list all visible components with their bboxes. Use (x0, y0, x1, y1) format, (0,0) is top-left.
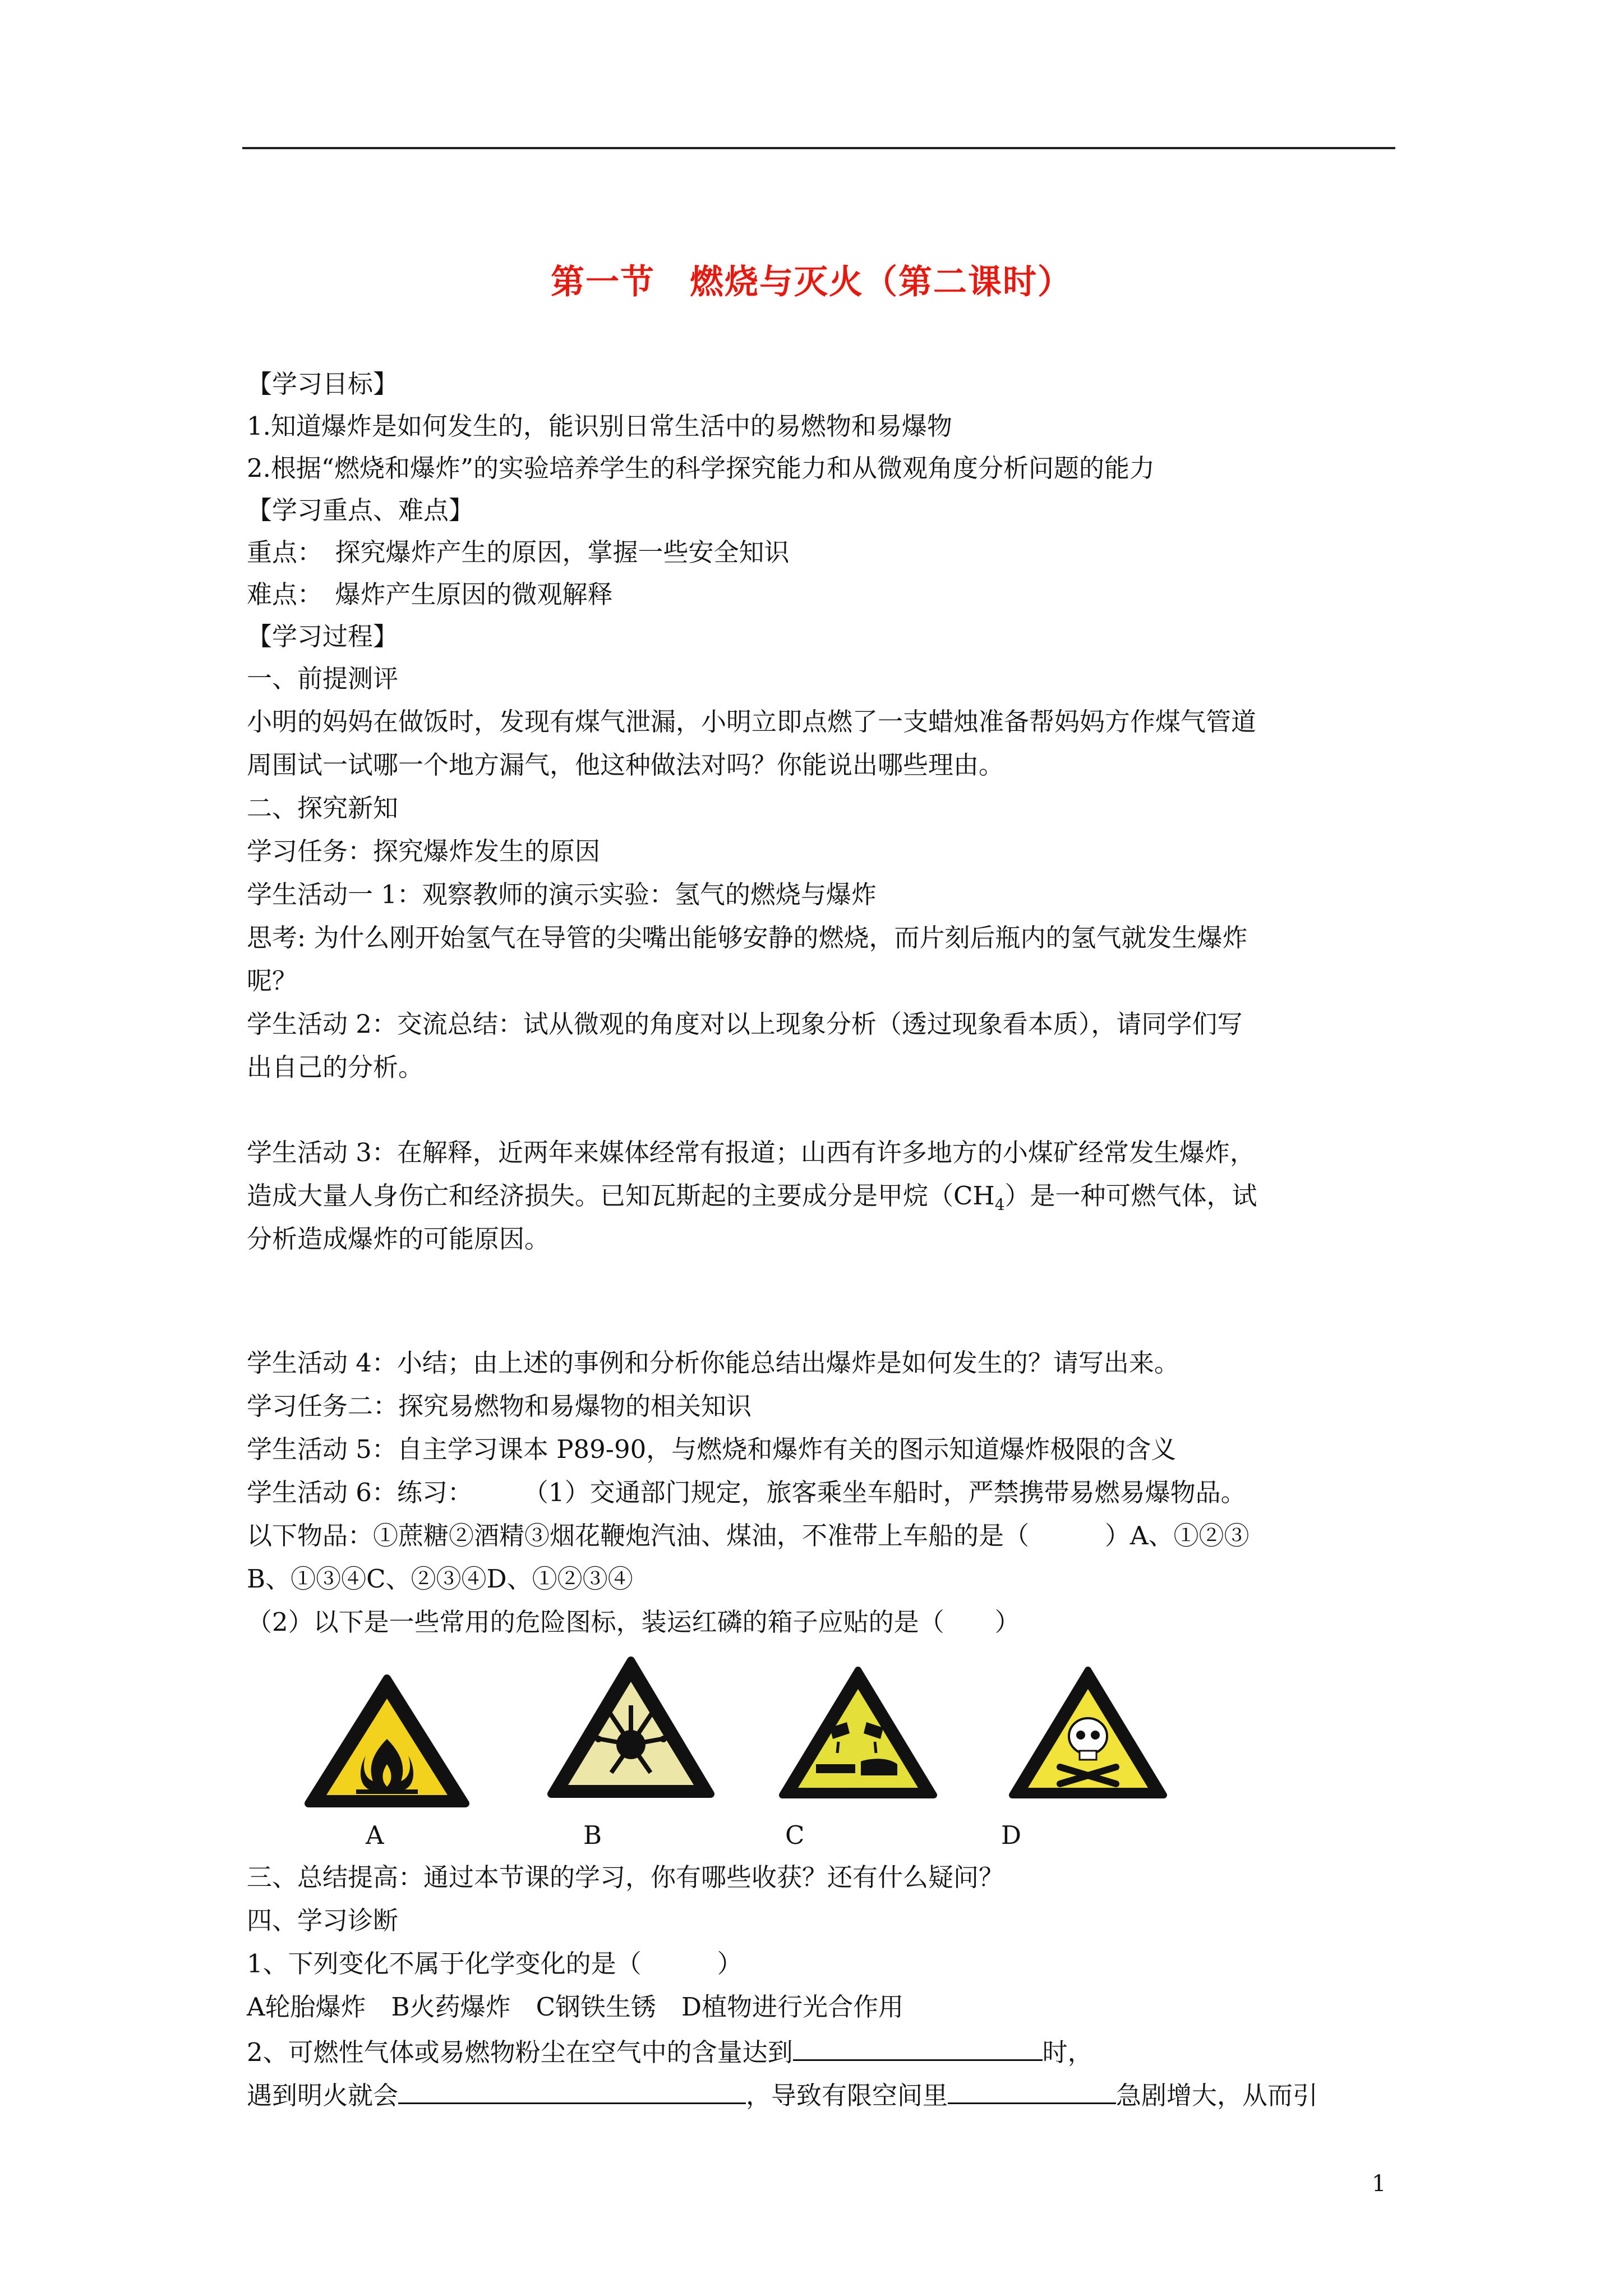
objective-2: 2.根据“燃烧和爆炸”的实验培养学生的科学探究能力和从微观角度分析问题的能力 (247, 453, 1155, 483)
objective-1: 1.知道爆炸是如何发生的，能识别日常生活中的易燃物和易爆物 (247, 411, 952, 441)
header-rule (242, 147, 1395, 149)
keypoints-heading: 【学习重点、难点】 (247, 495, 474, 525)
activity-6-text-1: 学生活动 6：练习： （1）交通部门规定，旅客乘坐车船时，严禁携带易燃易爆物品。 (247, 1478, 1246, 1507)
activity-4: 学生活动 4：小结；由上述的事例和分析你能总结出爆炸是如何发生的？请写出来。 (247, 1348, 1179, 1378)
diagnosis-question-2-line-2 (247, 2077, 1318, 2113)
answer-blank-3[interactable] (948, 2077, 1116, 2104)
section-2-heading: 二、探究新知 (247, 793, 399, 823)
keypoint-difficulty: 难点： 爆炸产生原因的微观解释 (247, 579, 613, 609)
section-1-heading: 一、前提测评 (247, 664, 399, 693)
activity-3-text-1: 学生活动 3：在解释，近两年来媒体经常有报道；山西有许多地方的小煤矿经常发生爆炸， (247, 1138, 1255, 1167)
diagnosis-question-2-line-1 (247, 2033, 1093, 2069)
q2-text-c: 遇到明火就会 (247, 2081, 399, 2110)
activity-3-text-2a: 造成大量人身伤亡和经济损失。已知瓦斯起的主要成分是甲烷（CH (247, 1181, 995, 1211)
question-2: （2）以下是一些常用的危险图标，装运红磷的箱子应贴的是（ ） (247, 1607, 1020, 1637)
flammable-sign-icon (303, 1672, 471, 1812)
activity-6-text-3: B、①③④C、②③④D、①②③④ (247, 1564, 633, 1594)
answer-blank-1[interactable] (793, 2033, 1043, 2061)
sign-label-b: B (583, 1820, 602, 1850)
task-1: 学习任务：探究爆炸发生的原因 (247, 836, 601, 866)
page-title: 第一节 燃烧与灭火（第二课时） (551, 263, 1072, 302)
q2-text-d: ，导致有限空间里 (746, 2081, 948, 2110)
explosive-sign-icon (547, 1655, 715, 1801)
objectives-heading: 【学习目标】 (247, 369, 399, 399)
diagnosis-question-1: 1、下列变化不属于化学变化的是（ ） (247, 1949, 743, 1978)
activity-1: 学生活动一 1：观察教师的演示实验：氢气的燃烧与爆炸 (247, 880, 877, 909)
section-1-text-1: 小明的妈妈在做饭时，发现有煤气泄漏，小明立即点燃了一支蜡烛准备帮妈妈方作煤气管道 (247, 707, 1257, 737)
q2-text-e: 急剧增大，从而引 (1116, 2081, 1318, 2110)
section-4-heading: 四、学习诊断 (247, 1906, 399, 1935)
sign-label-d: D (1001, 1820, 1022, 1850)
page-number: 1 (1372, 2171, 1386, 2197)
think-text-2: 呢？ (247, 966, 298, 996)
activity-2-text-2: 出自己的分析。 (247, 1052, 424, 1082)
task-2: 学习任务二：探究易燃物和易爆物的相关知识 (247, 1391, 752, 1421)
process-heading: 【学习过程】 (247, 622, 399, 651)
diagnosis-question-1-options: A轮胎爆炸 B火药爆炸 C钢铁生锈 D植物进行光合作用 (247, 1992, 904, 2022)
activity-5: 学生活动 5：自主学习课本 P89-90，与燃烧和爆炸有关的图示知道爆炸极限的含义 (247, 1434, 1177, 1464)
activity-2-text-1: 学生活动 2：交流总结：试从微观的角度对以上现象分析（透过现象看本质），请同学们写 (247, 1009, 1243, 1039)
activity-6-text-2: 以下物品：①蔗糖②酒精③烟花鞭炮汽油、煤油，不准带上车船的是（ ）A、①②③ (247, 1521, 1249, 1550)
corrosive-sign-icon (777, 1663, 939, 1803)
activity-3-text-2 (247, 1179, 1257, 1222)
think-text-1: 思考: 为什么刚开始氢气在导管的尖嘴出能够安静的燃烧，而片刻后瓶内的氢气就发生爆炸 (247, 923, 1248, 953)
q2-text-b: 时， (1042, 2037, 1093, 2067)
ch4-subscript: 4 (994, 1195, 1005, 1214)
sign-label-a: A (366, 1820, 384, 1850)
answer-blank-2[interactable] (398, 2077, 746, 2104)
activity-3-text-2b: ）是一种可燃气体，试 (1004, 1181, 1257, 1211)
toxic-sign-icon (1007, 1663, 1169, 1803)
activity-3-text-3: 分析造成爆炸的可能原因。 (247, 1224, 550, 1254)
section-3: 三、总结提高：通过本节课的学习，你有哪些收获？还有什么疑问？ (247, 1862, 1004, 1892)
q2-text-a: 2、可燃性气体或易燃物粉尘在空气中的含量达到 (247, 2037, 793, 2067)
keypoint-focus: 重点： 探究爆炸产生的原因，掌握一些安全知识 (247, 537, 790, 567)
section-1-text-2: 周围试一试哪一个地方漏气，他这种做法对吗？你能说出哪些理由。 (247, 750, 1004, 780)
sign-label-c: C (785, 1820, 805, 1850)
